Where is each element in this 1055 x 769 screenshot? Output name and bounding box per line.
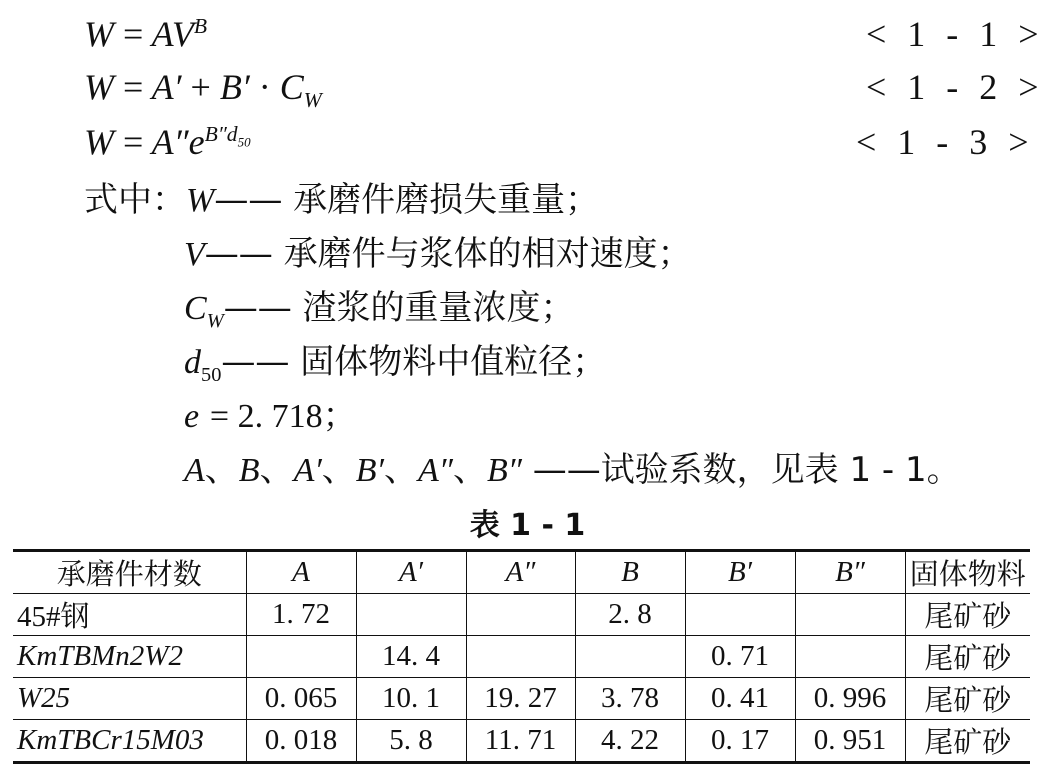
coefficient-table: [13, 549, 1030, 764]
header-b-prime: B′: [685, 551, 795, 594]
definition-cw: $C_W——$ 渣浆的重量浓度；: [184, 288, 575, 332]
cell-b-prime: 0. 17: [685, 720, 795, 763]
cell-a: 0. 018: [246, 720, 356, 763]
cell-material: [13, 594, 246, 636]
definition-coefficients: A、B、A′、B′、A″、B″ ——试验系数，见表 1 - 1。: [184, 450, 961, 490]
header-material: 承磨件材数: [13, 551, 246, 594]
cell-b: 4. 22: [575, 720, 685, 763]
header-solid-material: 固体物料: [905, 551, 1030, 594]
definition-w-text: 承磨件磨损失重量；: [293, 180, 600, 220]
definition-d50-text: 固体物料中值粒径；: [300, 342, 607, 382]
equation-1-3: $W = A''e^{B''d_{50}}$: [84, 122, 251, 162]
cell-a-prime: 5. 8: [356, 720, 466, 763]
cell-b-double-prime: [795, 594, 905, 636]
cell-material: [13, 636, 246, 678]
cell-a: 1. 72: [246, 594, 356, 636]
cell-material: [13, 720, 246, 763]
cell-a-double-prime: [466, 594, 575, 636]
cell-b-prime: [685, 594, 795, 636]
cell-a: [246, 636, 356, 678]
table-row: [13, 594, 1030, 636]
definition-intro: 式中：: [84, 180, 186, 220]
table-row: [13, 678, 1030, 720]
header-a-double-prime: A″: [466, 551, 575, 594]
table-header-row: [13, 551, 1030, 594]
header-b: B: [575, 551, 685, 594]
cell-b: [575, 636, 685, 678]
cell-b-double-prime: 0. 951: [795, 720, 905, 763]
header-b-double-prime: B″: [795, 551, 905, 594]
cell-solid: 尾矿砂: [905, 678, 1030, 720]
header-a-prime: A′: [356, 551, 466, 594]
equation-number-1-3: < 1 - 3 >: [856, 122, 1035, 162]
equation-number-1-1: < 1 - 1 >: [866, 14, 1045, 54]
cell-b-double-prime: 0. 996: [795, 678, 905, 720]
cell-a-double-prime: 19. 27: [466, 678, 575, 720]
cell-a-prime: [356, 594, 466, 636]
equation-1-2: $W = A' + B' \cdot C_W$: [84, 67, 322, 113]
cell-a-double-prime: 11. 71: [466, 720, 575, 763]
definition-d50: $d_{50}——$ 固体物料中值粒径；: [184, 342, 607, 386]
equation-number-1-2: < 1 - 2 >: [866, 67, 1045, 107]
table-row: [13, 720, 1030, 763]
cell-solid: 尾矿砂: [905, 636, 1030, 678]
cell-a-prime: 14. 4: [356, 636, 466, 678]
cell-b-double-prime: [795, 636, 905, 678]
definition-v: V—— 承磨件与浆体的相对速度；: [184, 234, 692, 274]
material-kmtbcr15m03: KmTBCr15M03: [17, 724, 204, 756]
definition-e: e = 2. 718；: [184, 398, 357, 435]
definition-w: 式中：W—— 承磨件磨损失重量；: [84, 180, 600, 220]
table-row: [13, 636, 1030, 678]
cell-b-prime: 0. 71: [685, 636, 795, 678]
material-45-steel: 45#钢: [17, 601, 90, 633]
definition-v-text: 承磨件与浆体的相对速度；: [283, 234, 692, 274]
cell-a-prime: 10. 1: [356, 678, 466, 720]
equation-1-1: $W = AV^B$: [84, 14, 208, 54]
definition-coefficients-text: ——试验系数，见表 1 - 1。: [532, 450, 961, 490]
cell-solid: 尾矿砂: [905, 594, 1030, 636]
cell-solid: 尾矿砂: [905, 720, 1030, 763]
definition-cw-text: 渣浆的重量浓度；: [302, 288, 575, 328]
material-w25: W25: [17, 682, 71, 714]
cell-b: 3. 78: [575, 678, 685, 720]
table-caption: 表 1 - 1: [469, 508, 586, 543]
cell-a-double-prime: [466, 636, 575, 678]
material-kmtbmn2w2: KmTBMn2W2: [17, 640, 183, 672]
cell-b-prime: 0. 41: [685, 678, 795, 720]
definition-e-text: = 2. 718；: [209, 398, 357, 435]
header-a: A: [246, 551, 356, 594]
cell-b: 2. 8: [575, 594, 685, 636]
cell-a: 0. 065: [246, 678, 356, 720]
cell-material: [13, 678, 246, 720]
